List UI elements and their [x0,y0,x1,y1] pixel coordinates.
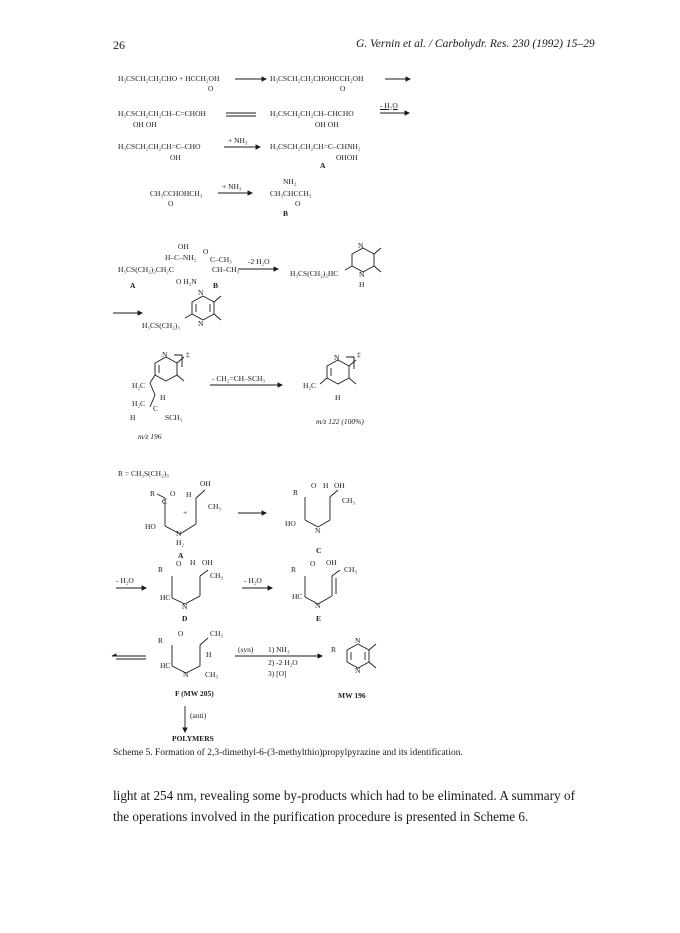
row7-h: H [160,393,166,402]
intA-label: A [178,551,184,560]
row7-h-right: H [335,393,341,402]
intF-h: H [206,650,212,659]
row5-l1c: C–CH₃ [210,255,232,264]
intF-polymers: POLYMERS [172,734,214,743]
intE-r: R [291,565,297,574]
row7-n-right: N [334,353,340,362]
row1-right: H₃CSCH₂CH₂CHOHCCH₂OH [270,74,364,83]
intC-ho: HO [285,519,296,528]
row1-left: H₃CSCH₂CH₂CHO + HCCH₂OH [118,74,220,83]
row4-right-oxo: O [295,199,301,208]
row5-right-sub: H₃CS(CH₂)₂HC [290,269,339,278]
intA-ho: HO [145,522,156,531]
intF-step-1: 1) NH₃ [268,645,290,654]
intF-ch3-bottom: CH₃ [205,670,219,679]
row7-sch3: SCH₃ [165,413,183,422]
row5-n-bottom: N [359,270,365,279]
intF-step-3: 3) [O] [268,669,287,678]
row7-h2c: H₂C [132,381,146,390]
row5-label-a: A [130,281,136,290]
row5-h: H [359,280,365,289]
row3-left-sub: OH [170,153,181,162]
intD-o: O [176,559,182,568]
row1-left-oxo: O [208,84,214,93]
intC-r: R [293,488,299,497]
row6-sub: H₃CS(CH₂)₃ [142,321,180,330]
intD-oh: OH [202,558,213,567]
intF-anti: (anti) [190,711,207,720]
row4-left-oxo: O [168,199,174,208]
intE-label: E [316,614,322,623]
intA-plus: + [183,508,188,517]
intF-hc: HC [160,661,171,670]
row7-h2: H [130,413,136,422]
running-head: G. Vernin et al. / Carbohydr. Res. 230 (1992) 15–29 [356,38,595,50]
row4-right-top: NH₂ [283,177,297,186]
row2-left-sub: OH OH [133,120,157,129]
intE-n: N [315,601,321,610]
intD-ch3: CH₃ [210,571,224,580]
row1-right-oxo: O [340,84,346,93]
intD-h: H [190,558,196,567]
row5-label-b: B [213,281,219,290]
row7-mz-right: m/z 122 (100%) [316,417,364,426]
row4-label: B [283,209,289,218]
row3-label: A [320,161,326,170]
row2-right: H₃CSCH₂CH₂CH–CHCHO [270,109,354,118]
product-n-bottom: N [355,666,361,675]
intC-n: N [315,526,321,535]
intE-ch3: CH₃ [344,565,358,574]
intF-r: R [158,636,164,645]
row6-n-bottom: N [198,319,204,328]
intF-syn: (syn) [238,645,254,654]
row7-n: N [162,350,168,359]
row5-condition: -2 H₂O [248,257,270,266]
row7-h2c2: H₂C [132,399,146,408]
intA-oh: OH [200,479,211,488]
row3-right: H₃CSCH₂CH₂CH=C–CHNH₂ [270,142,361,151]
row3-left: H₃CSCH₂CH₂CH=C–CHO [118,142,201,151]
row5-l3: O H₂N [176,277,197,286]
intD-hc: HC [160,593,171,602]
intF-ch3: CH₃ [210,629,224,638]
row5-l2b: CH–CH₃ [212,265,240,274]
row5-l1: H–C–NH₂ [165,253,197,262]
row4-left: CH₃CCHOHCH₃ [150,189,203,198]
row7-h2c-right: H₂C [303,381,317,390]
scheme-caption: Scheme 5. Formation of 2,3-dimethyl-6-(3-methylthio)propylpyrazine and its identification. [113,748,463,758]
intA-c: C [162,497,168,506]
row3-reagent: + NH₃ [228,136,248,145]
row3-right-sub: OHOH [336,153,358,162]
row4-right: CH₃CHCCH₃ [270,189,312,198]
intD-label: D [182,614,188,623]
intC-ch3: CH₃ [342,496,356,505]
row5-n-top: N [358,241,364,250]
row5-l2: H₃CS(CH₂)₂CH₂C [118,265,174,274]
intC-oh: OH [334,481,345,490]
row2-right-sub: OH OH [315,120,339,129]
row7-c: C [153,404,159,413]
intC-o: O [311,481,317,490]
row5-oh: OH [178,242,189,251]
row6-n-top: N [198,288,204,297]
row2-condition: - H₂O [380,101,398,110]
body-paragraph: light at 254 nm, revealing some by-products which had to be eliminated. A summary of the operations involved in the purification procedure is presented in Scheme 6. [113,788,575,824]
intA-h2: H₂ [176,538,185,547]
product-mw: MW 196 [338,691,366,700]
intE-oh: OH [326,558,337,567]
intA-h: H [186,490,192,499]
intA-ch3: CH₃ [208,502,222,511]
row7-charge: ‡ [186,350,190,359]
product-r: R [331,645,337,654]
product-n-top: N [355,636,361,645]
intF-step-2: 2) -2 H₂O [268,658,298,667]
intC-label: C [316,546,322,555]
row7-mz-left: m/z 196 [138,432,162,441]
r-definition: R = CH₃S(CH₂)₃ [118,469,169,478]
row7-elimination: - CH₂=CH–SCH₃ [212,374,266,383]
intA-n: N [176,529,182,538]
intA-o: O [170,489,176,498]
intF-label: F (MW 205) [175,689,214,698]
row4-reagent: + NH₃ [222,182,242,191]
row7-charge-right: ‡ [357,350,361,359]
intF-n: N [183,670,189,679]
intE-minus-h2o: - H₂O [244,576,262,585]
row2-left: H₃CSCH₂CH₂CH–C=CHOH [118,109,206,118]
intC-h: H [323,481,329,490]
intD-minus-h2o: - H₂O [116,576,134,585]
intD-r: R [158,565,164,574]
intD-n: N [182,602,188,611]
intE-hc: HC [292,592,303,601]
page-number: 26 [113,38,125,52]
row5-l1b: O [203,247,209,256]
intE-o: O [310,559,316,568]
intA-r: R [150,489,156,498]
intF-o: O [178,629,184,638]
